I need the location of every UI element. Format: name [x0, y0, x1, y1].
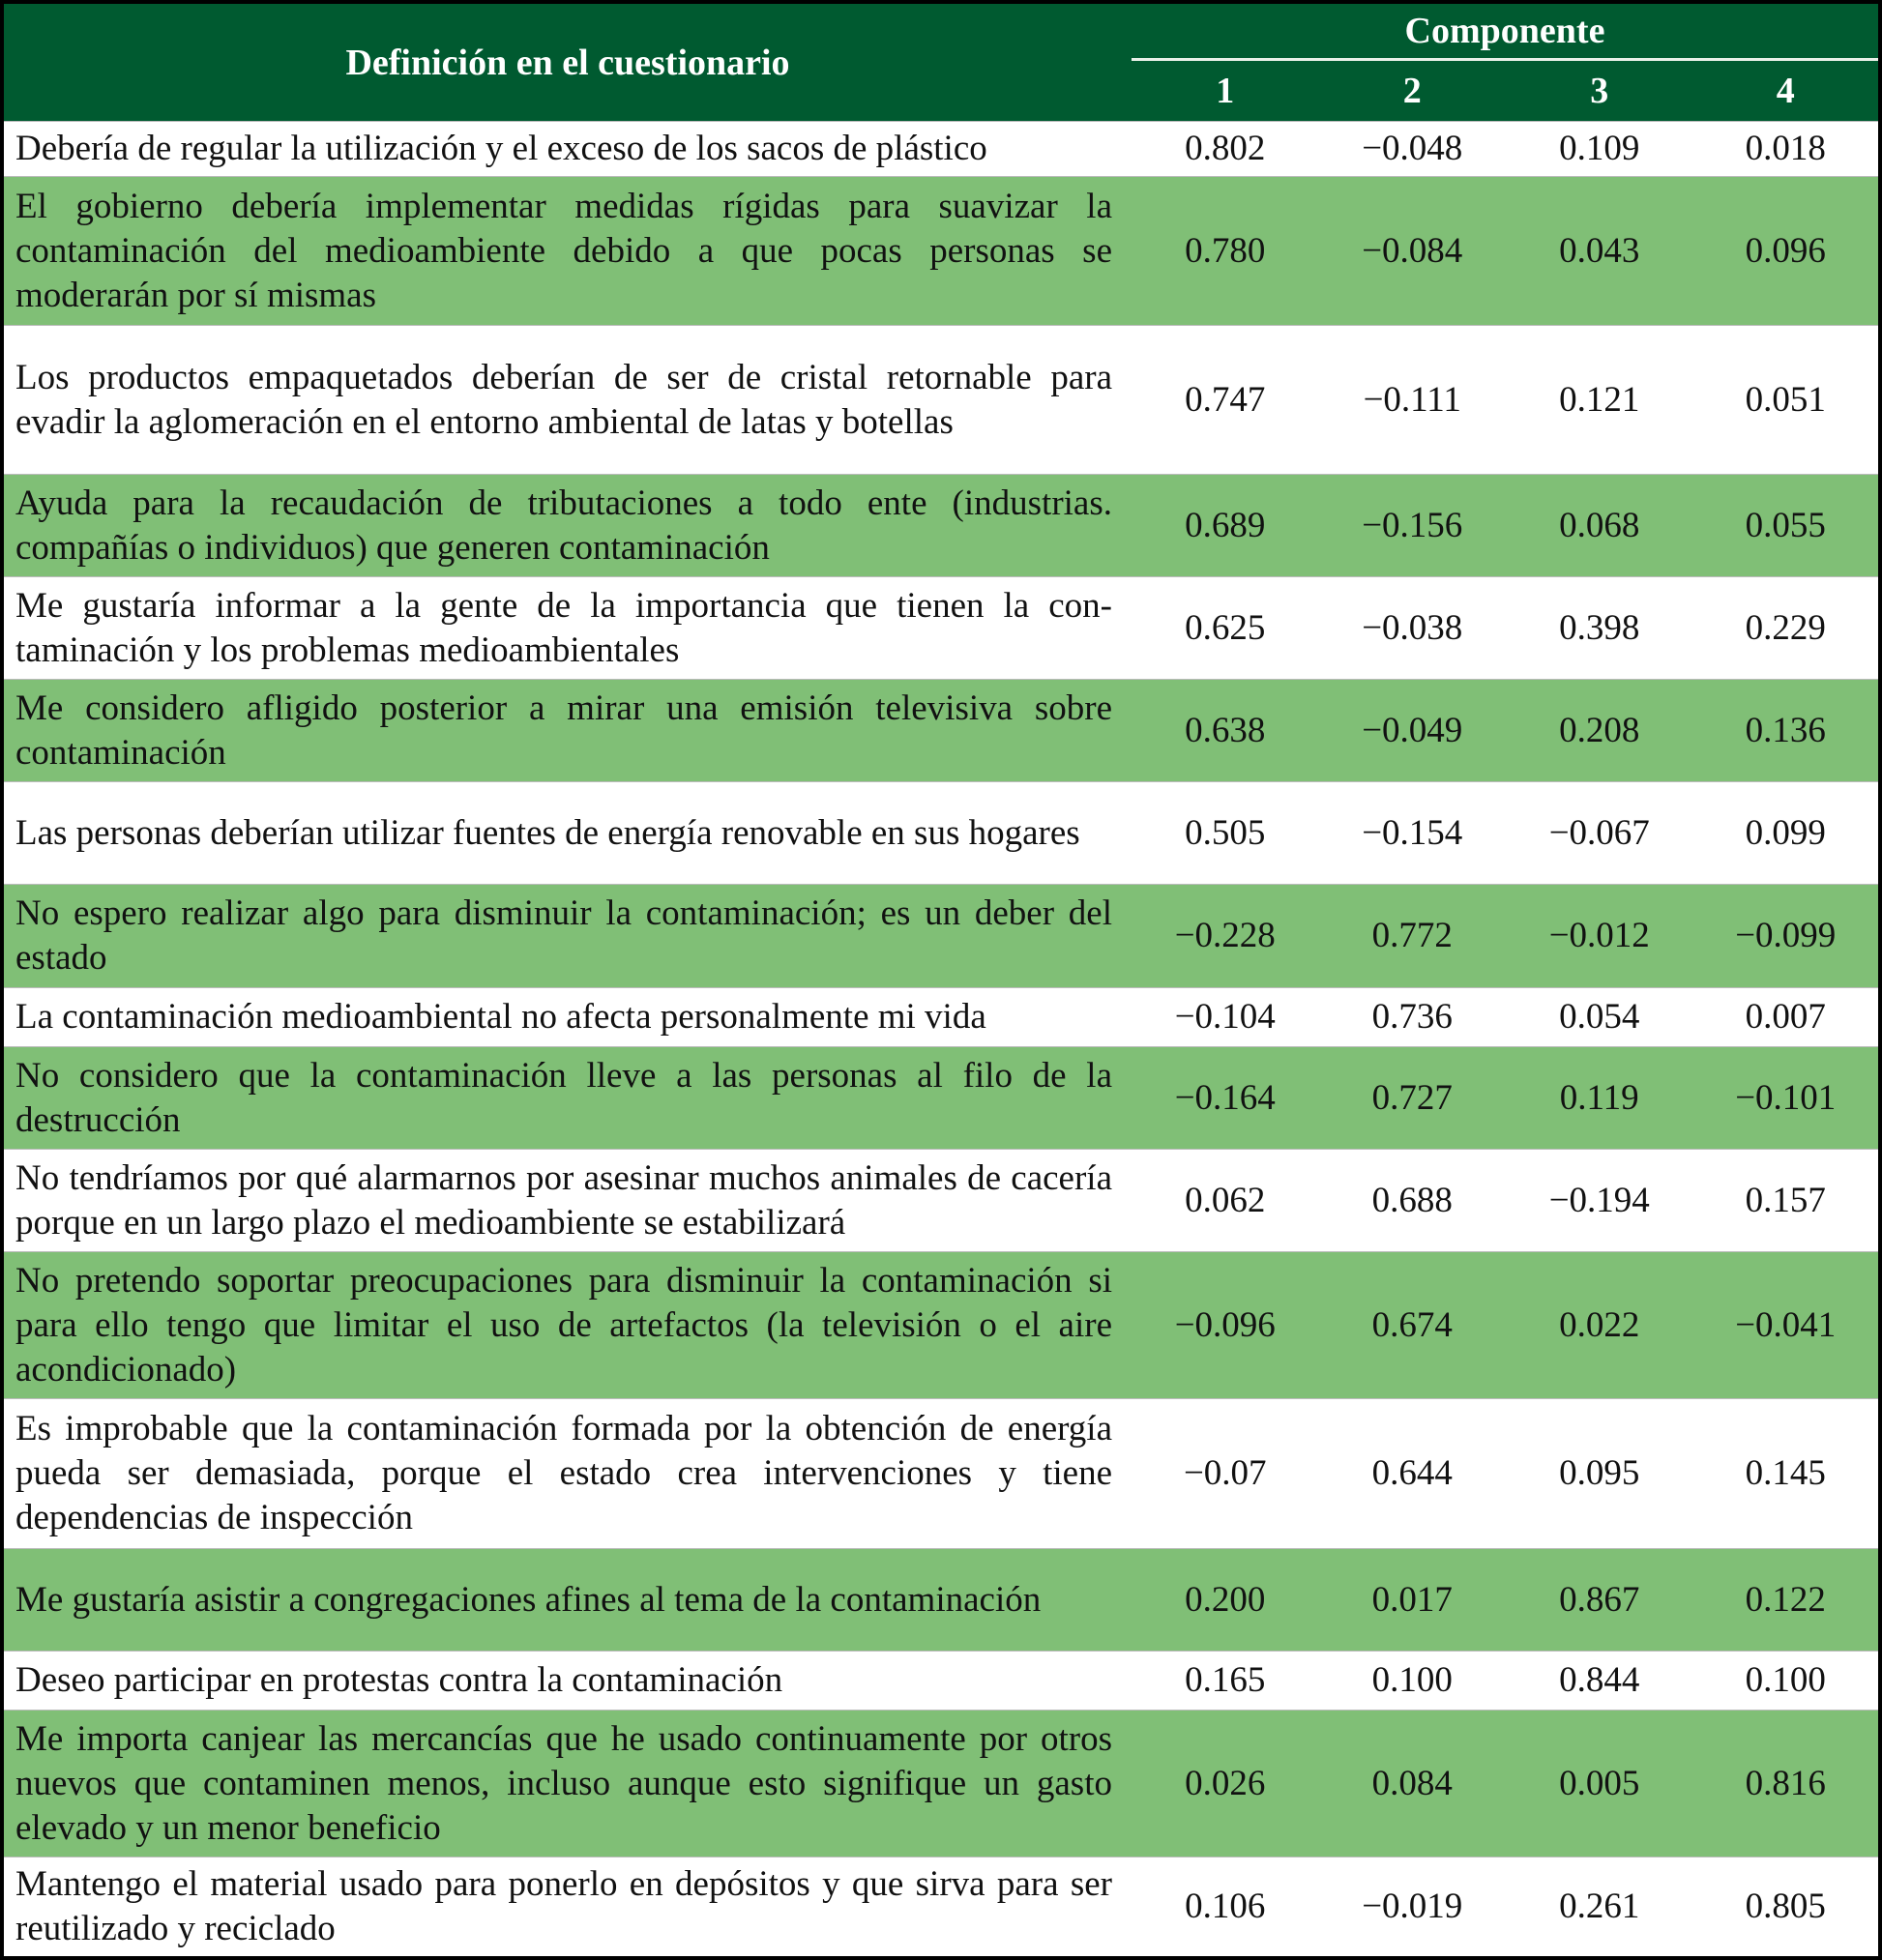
table-row [2, 988, 1880, 1047]
loading-value-component-3: 0.022 [1506, 1252, 1693, 1399]
loading-value-component-1: 0.638 [1132, 680, 1319, 782]
table-row [2, 680, 1880, 782]
row-definition: Los productos empaquetados deberían de ser de cristal retornable para evadir la aglomeración en el entorno ambiental de latas y botellas [15, 357, 1112, 442]
table-row [2, 1399, 1880, 1549]
table-row [2, 885, 1880, 988]
component-header: Componente [1132, 2, 1880, 60]
loading-value-component-2: 0.644 [1371, 1453, 1453, 1493]
loading-value-component-1: −0.104 [1174, 997, 1276, 1037]
row-definition: Me importa canjear las mercancías que he usado continuamente por otros nuevos que contaminen menos, incluso aunque esto signifique un gasto elevado y un menor beneficio [2, 1711, 1132, 1858]
loading-value-component-3: −0.012 [1506, 885, 1693, 988]
table-row [2, 177, 1880, 326]
loading-value-component-4: −0.101 [1693, 1047, 1881, 1150]
row-definition: Ayuda para la recaudación de tributaciones a todo ente (industrias. compañías o individuos) que generen contaminación [2, 475, 1132, 577]
loading-value-component-4: 0.122 [1693, 1549, 1881, 1652]
row-definition: Es improbable que la contaminación formada por la obtención de energía pueda ser demasiada, porque el estado crea intervenciones y tiene dependencias de inspección [15, 1409, 1112, 1537]
loading-value-component-2: 0.727 [1319, 1047, 1507, 1150]
loading-value-component-2: −0.038 [1362, 607, 1463, 648]
row-definition: Debería de regular la utilización y el exceso de los sacos de plástico [15, 129, 987, 168]
loading-value-component-2: 0.772 [1319, 885, 1507, 988]
loading-value-component-3: 0.398 [1559, 607, 1640, 648]
loading-value-component-3: 0.109 [1559, 129, 1640, 168]
loading-value-component-2: −0.084 [1319, 177, 1507, 326]
loading-value-component-2: −0.019 [1362, 1886, 1463, 1926]
table-row [2, 1549, 1880, 1652]
loading-value-component-1: 0.505 [1185, 812, 1266, 853]
loading-value-component-1: −0.096 [1132, 1252, 1319, 1399]
loading-value-component-4: 0.018 [1745, 129, 1826, 168]
loading-value-component-4: 0.007 [1745, 997, 1826, 1037]
loading-value-component-2: −0.048 [1362, 129, 1463, 168]
loading-value-component-1: 0.106 [1185, 1886, 1266, 1926]
loading-value-component-3: 0.043 [1506, 177, 1693, 326]
loading-value-component-3: 0.095 [1559, 1453, 1640, 1493]
loading-value-component-3: 0.867 [1506, 1549, 1693, 1652]
loading-value-component-1: 0.165 [1185, 1660, 1266, 1700]
table-row [2, 1047, 1880, 1150]
loading-value-component-1: 0.026 [1132, 1711, 1319, 1858]
loading-value-component-3: 0.844 [1559, 1660, 1640, 1700]
loading-value-component-4: 0.055 [1693, 475, 1881, 577]
table-row [2, 326, 1880, 475]
loading-value-component-1: 0.689 [1132, 475, 1319, 577]
table-row [2, 782, 1880, 885]
loading-value-component-1: −0.228 [1132, 885, 1319, 988]
loading-value-component-2: 0.688 [1371, 1180, 1453, 1220]
table-row [2, 475, 1880, 577]
row-definition: No considero que la contaminación lleve a las personas al filo de la destrucción [2, 1047, 1132, 1150]
loading-value-component-4: 0.816 [1693, 1711, 1881, 1858]
row-definition: Me considero afligido posterior a mirar una emisión televisiva sobre contaminación [2, 680, 1132, 782]
row-definition: Deseo participar en protestas contra la contaminación [15, 1660, 783, 1700]
loading-value-component-1: 0.747 [1185, 379, 1266, 420]
loading-value-component-1: 0.625 [1185, 607, 1266, 648]
loading-value-component-1: −0.07 [1183, 1453, 1267, 1493]
table-row [2, 1252, 1880, 1399]
loading-value-component-4: 0.100 [1745, 1660, 1826, 1700]
loading-value-component-1: 0.200 [1132, 1549, 1319, 1652]
loading-value-component-2: −0.154 [1362, 812, 1463, 853]
loading-value-component-1: −0.164 [1132, 1047, 1319, 1150]
loading-value-component-2: 0.017 [1319, 1549, 1507, 1652]
loading-value-component-4: 0.805 [1745, 1886, 1826, 1926]
loading-value-component-3: 0.261 [1559, 1886, 1640, 1926]
loading-value-component-3: −0.067 [1548, 812, 1650, 853]
table-row [2, 1711, 1880, 1858]
loading-value-component-4: 0.229 [1745, 607, 1826, 648]
component-1-header: 1 [1132, 60, 1319, 122]
loading-value-component-3: 0.054 [1559, 997, 1640, 1037]
row-definition: Me gustaría informar a la gente de la importancia que tienen la con-taminación y los problemas medioambientales [15, 585, 1112, 670]
loading-value-component-2: 0.084 [1319, 1711, 1507, 1858]
loading-value-component-3: 0.121 [1559, 379, 1640, 420]
row-definition: El gobierno debería implementar medidas rígidas para suavizar la contaminación del medioambiente debido a que pocas personas se moderarán por sí mismas [2, 177, 1132, 326]
component-3-header: 3 [1506, 60, 1693, 122]
loading-value-component-3: 0.119 [1506, 1047, 1693, 1150]
loading-value-component-2: −0.049 [1319, 680, 1507, 782]
component-2-header: 2 [1319, 60, 1507, 122]
loading-value-component-3: 0.208 [1506, 680, 1693, 782]
loading-value-component-4: −0.099 [1693, 885, 1881, 988]
loading-value-component-4: 0.136 [1693, 680, 1881, 782]
row-definition: Me gustaría asistir a congregaciones afines al tema de la contaminación [2, 1549, 1132, 1652]
table-row [2, 1858, 1880, 1958]
loading-value-component-4: 0.145 [1745, 1453, 1826, 1493]
loading-value-component-4: 0.051 [1745, 379, 1826, 420]
loading-value-component-3: 0.005 [1506, 1711, 1693, 1858]
table-row [2, 577, 1880, 680]
loading-value-component-4: −0.041 [1693, 1252, 1881, 1399]
row-definition: La contaminación medioambiental no afecta personalmente mi vida [15, 997, 986, 1037]
loading-value-component-1: 0.780 [1132, 177, 1319, 326]
row-definition: Las personas deberían utilizar fuentes de energía renovable en sus hogares [15, 812, 1080, 853]
component-4-header: 4 [1693, 60, 1881, 122]
loading-value-component-2: 0.100 [1371, 1660, 1453, 1700]
loading-value-component-2: −0.156 [1319, 475, 1507, 577]
loading-value-component-1: 0.802 [1185, 129, 1266, 168]
loading-value-component-4: 0.157 [1745, 1180, 1826, 1220]
loading-value-component-2: 0.674 [1319, 1252, 1507, 1399]
loading-value-component-3: −0.194 [1548, 1180, 1650, 1220]
loading-value-component-4: 0.099 [1745, 812, 1826, 853]
row-definition: No pretendo soportar preocupaciones para disminuir la contaminación si para ello tengo que limitar el uso de artefactos (la televisión o el aire acondicionado) [2, 1252, 1132, 1399]
row-definition: No espero realizar algo para disminuir la contaminación; es un deber del estado [2, 885, 1132, 988]
loading-value-component-3: 0.068 [1506, 475, 1693, 577]
table-row [2, 1652, 1880, 1711]
loading-value-component-2: −0.111 [1363, 379, 1461, 420]
loading-value-component-1: 0.062 [1185, 1180, 1266, 1220]
table-body [2, 122, 1880, 1958]
loading-value-component-2: 0.736 [1371, 997, 1453, 1037]
loading-value-component-4: 0.096 [1693, 177, 1881, 326]
table-row [2, 122, 1880, 177]
row-definition: No tendríamos por qué alarmarnos por asesinar muchos animales de cacería porque en un largo plazo el medioambiente se estabilizará [15, 1157, 1112, 1243]
row-definition: Mantengo el material usado para ponerlo en depósitos y que sirva para ser reutilizado y reciclado [15, 1863, 1112, 1948]
definition-header: Definición en el cuestionario [2, 2, 1132, 122]
table-row [2, 1150, 1880, 1252]
